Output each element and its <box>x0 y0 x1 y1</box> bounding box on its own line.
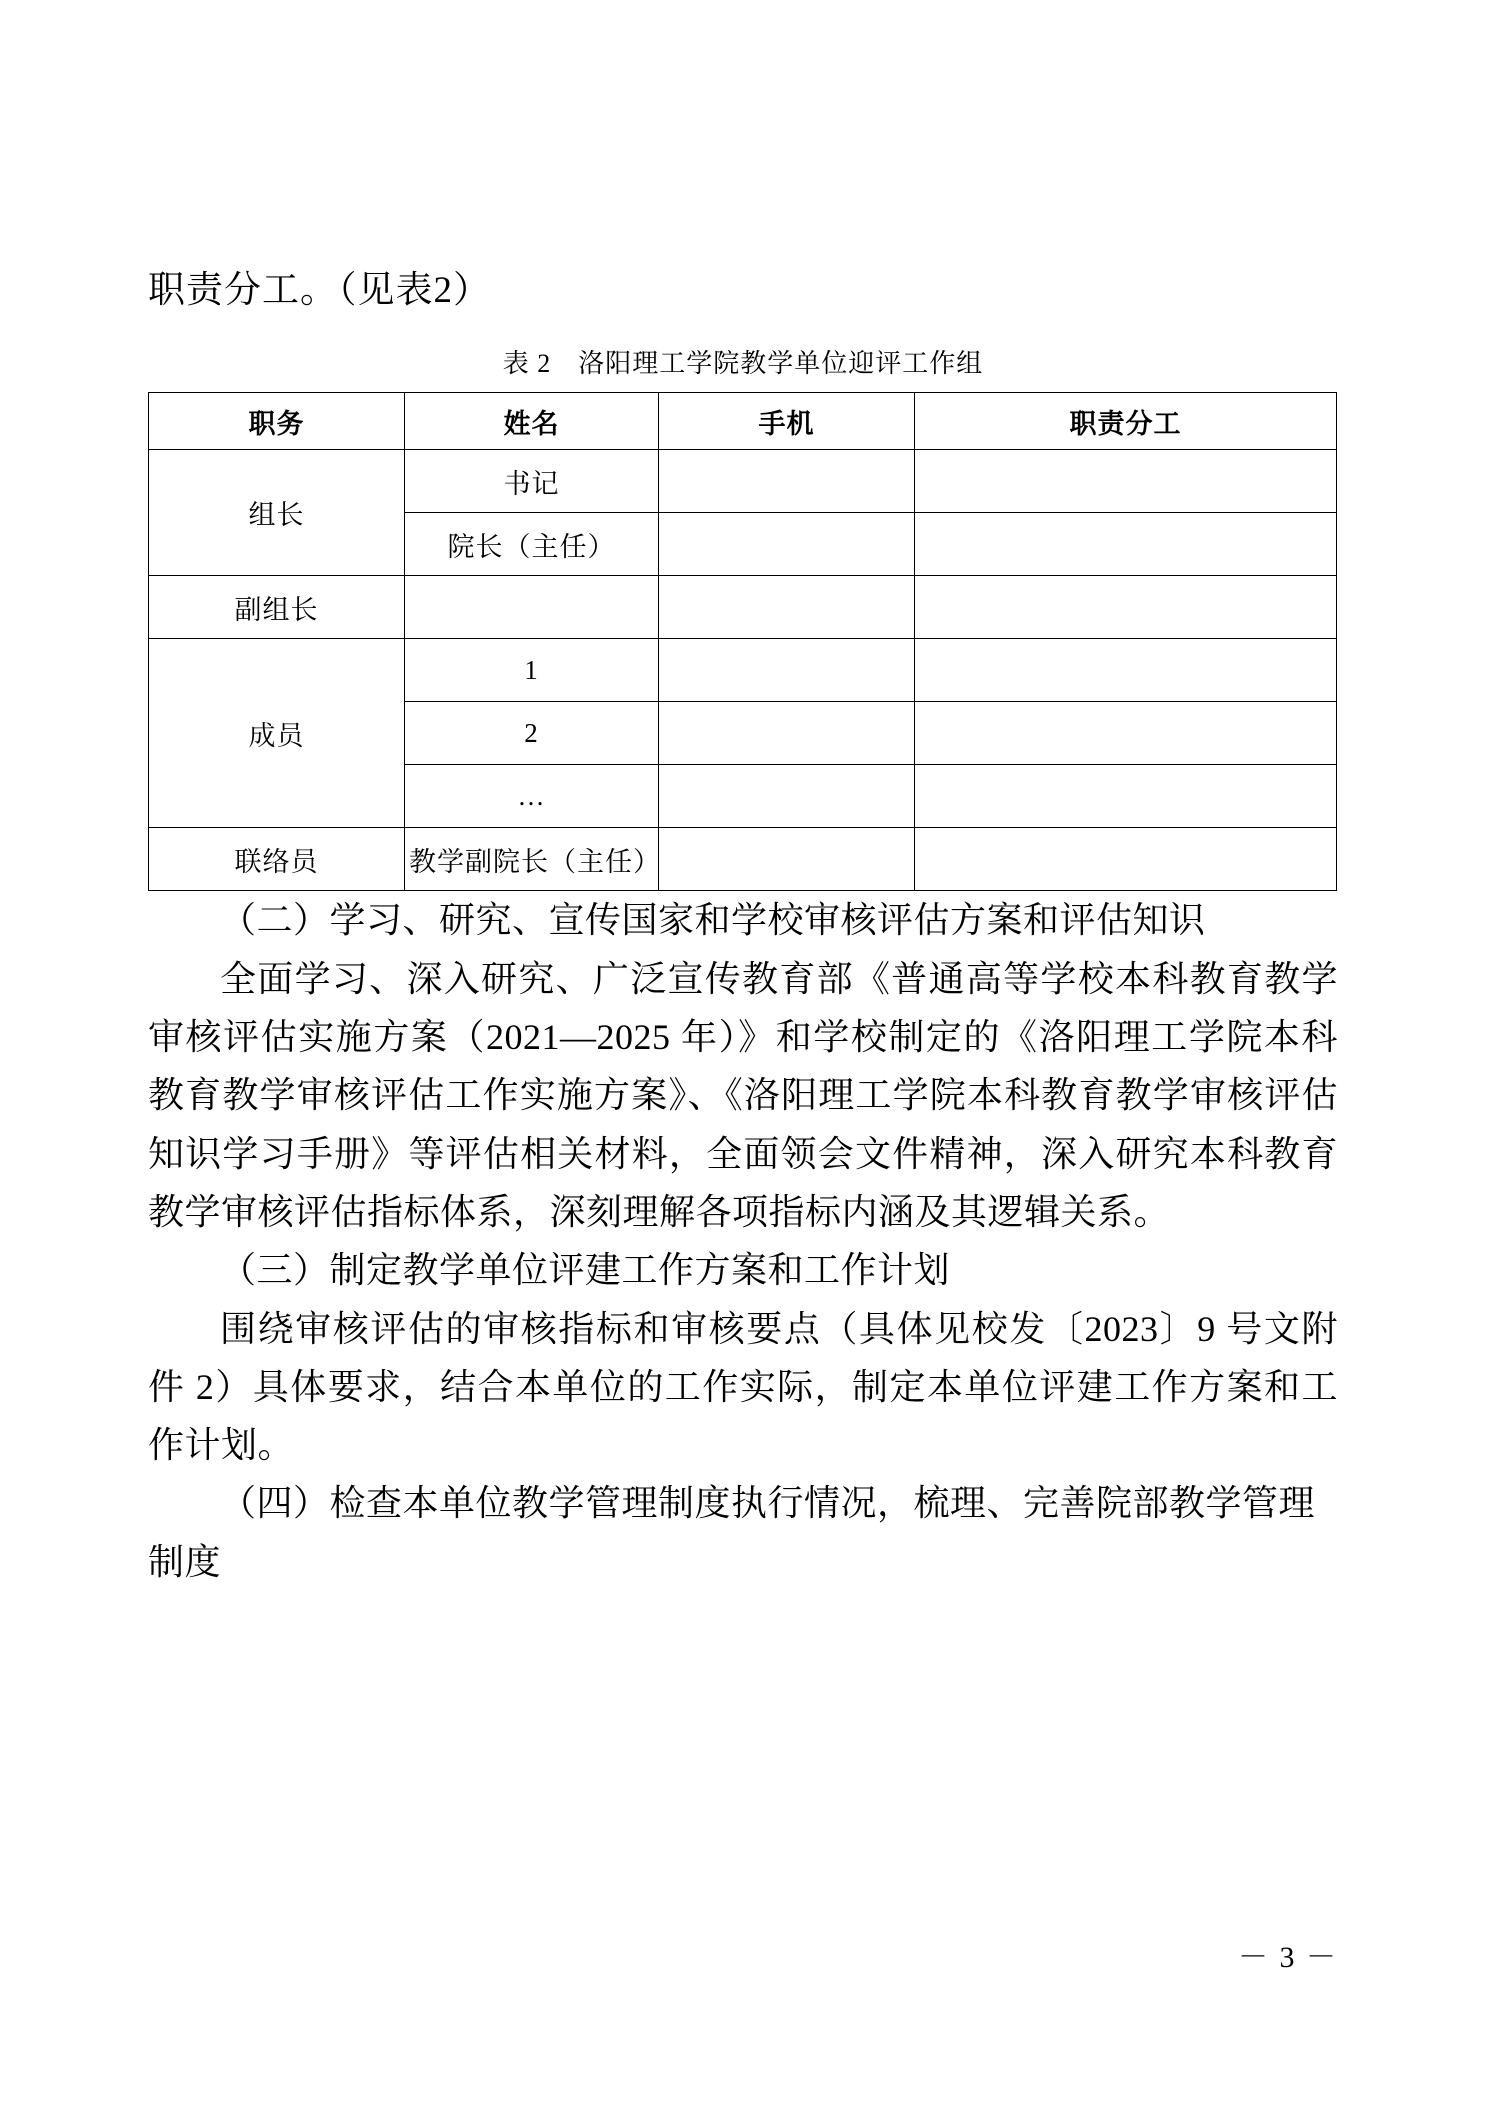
cell-duty <box>915 765 1337 828</box>
page-number: － 3 － <box>1238 1941 1338 1974</box>
cell-phone <box>659 765 915 828</box>
document-body <box>148 262 1338 1591</box>
table-row <box>149 450 1337 513</box>
cell-name <box>405 576 659 639</box>
cell-name: … <box>405 765 659 828</box>
column-header-role: 职务 <box>149 393 405 450</box>
table-row <box>149 828 1337 891</box>
cell-duty <box>915 576 1337 639</box>
section-paragraph-3-1: 围绕审核评估的审核指标和审核要点（具体见校发〔2023〕9 号文附件 2）具体要求，结合本单位的工作实际，制定本单位评建工作方案和工作计划。 <box>148 1308 1338 1466</box>
cell-name: 1 <box>405 639 659 702</box>
cell-phone <box>659 450 915 513</box>
cell-name: 院长（主任） <box>405 513 659 576</box>
cell-role: 成员 <box>149 639 405 828</box>
column-header-phone: 手机 <box>659 393 915 450</box>
cell-phone <box>659 828 915 891</box>
section-paragraph-2-1: 全面学习、深入研究、广泛宣传教育部《普通高等学校本科教育教学审核评估实施方案（2021—2025 年）》和学校制定的《洛阳理工学院本科教育教学审核评估工作实施方案》、《洛阳理工学院本科教育教学审核评估知识学习手册》等评估相关材料，全面领会文件精神，深入研究本科教育教学审核评估指标体系，深刻理解各项指标内涵及其逻辑关系。 <box>148 958 1338 1232</box>
lead-line: 职责分工。（见表2） <box>148 270 491 311</box>
section-heading-3: （三）制定教学单位评建工作方案和工作计划 <box>220 1250 951 1291</box>
cell-name: 书记 <box>405 450 659 513</box>
section-heading-4: （四）检查本单位教学管理制度执行情况，梳理、完善院部教学管理制度 <box>148 1483 1316 1582</box>
cell-duty <box>915 450 1337 513</box>
work-group-table <box>148 392 1337 891</box>
column-header-duty: 职责分工 <box>915 393 1337 450</box>
cell-phone <box>659 576 915 639</box>
cell-role: 组长 <box>149 450 405 576</box>
cell-name: 2 <box>405 702 659 765</box>
table-row <box>149 576 1337 639</box>
table-row <box>149 639 1337 702</box>
table-header-row <box>149 393 1337 450</box>
column-header-name: 姓名 <box>405 393 659 450</box>
cell-duty <box>915 828 1337 891</box>
cell-duty <box>915 702 1337 765</box>
section-heading-2: （二）学习、研究、宣传国家和学校审核评估方案和评估知识 <box>220 900 1206 941</box>
cell-duty <box>915 639 1337 702</box>
cell-duty <box>915 513 1337 576</box>
cell-phone <box>659 639 915 702</box>
cell-name: 教学副院长（主任） <box>405 828 659 891</box>
cell-role: 副组长 <box>149 576 405 639</box>
cell-phone <box>659 513 915 576</box>
cell-role: 联络员 <box>149 828 405 891</box>
table-caption: 表 2 洛阳理工学院教学单位迎评工作组 <box>502 349 984 379</box>
cell-phone <box>659 702 915 765</box>
